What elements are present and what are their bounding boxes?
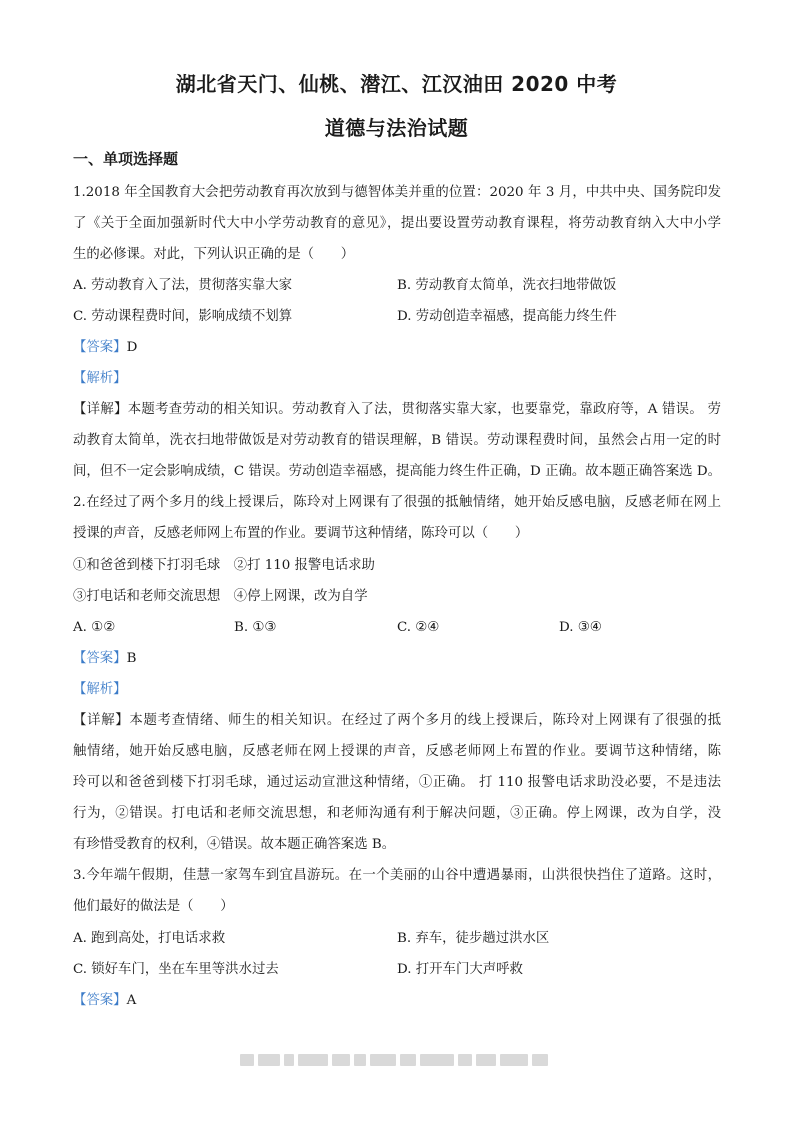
q2-answer bbox=[73, 649, 136, 669]
q2-option-c: C. ②④ bbox=[397, 620, 440, 635]
q3-answer bbox=[73, 991, 136, 1011]
q3-option-a: A. 跑到高处，打电话求救 bbox=[73, 931, 226, 946]
q2-stem-line: 授课的声音，反感老师网上布置的作业。要调节这种情绪，陈玲可以（ ） bbox=[73, 526, 529, 541]
q3-option-c: C. 锁好车门，坐在车里等洪水过去 bbox=[73, 962, 279, 977]
blurred-footer-watermark bbox=[240, 1052, 552, 1068]
answer-label: 【答案】 bbox=[73, 651, 127, 666]
q2-detail-line: 触情绪，她开始反感电脑，反感老师在网上授课的声音，反感老师网上布置的作业。要调节这种情绪，陈 bbox=[73, 744, 721, 759]
q1-answer bbox=[73, 338, 137, 358]
document-subtitle: 道德与法治试题 bbox=[324, 116, 469, 140]
q1-analysis-label: 【解析】 bbox=[73, 371, 127, 386]
q1-option-c: C. 劳动课程费时间，影响成绩不划算 bbox=[73, 309, 293, 324]
q2-stem-line: 2.在经过了两个多月的线上授课后，陈玲对上网课有了很强的抵触情绪，她开始反感电脑，反感老师在网上 bbox=[73, 495, 721, 510]
answer-value: A bbox=[126, 993, 137, 1008]
q2-detail-line: 行为，②错误。打电话和老师交流思想，和老师沟通有利于解决问题，③正确。停上网课，改为自学，没 bbox=[73, 806, 721, 821]
section-heading: 一、单项选择题 bbox=[73, 150, 179, 168]
answer-label: 【答案】 bbox=[73, 340, 127, 355]
q2-item-line: ①和爸爸到楼下打羽毛球 ②打 110 报警电话求助 bbox=[73, 558, 375, 573]
q2-detail-line: 【详解】本题考查情绪、师生的相关知识。在经过了两个多月的线上授课后，陈玲对上网课有了很强的抵 bbox=[73, 713, 721, 728]
q1-option-d: D. 劳动创造幸福感，提高能力终生件 bbox=[397, 309, 617, 324]
answer-value: D bbox=[126, 340, 138, 355]
q3-stem-line: 他们最好的做法是（ ） bbox=[73, 899, 234, 914]
q2-option-d: D. ③④ bbox=[559, 620, 602, 635]
q2-detail-line: 有珍惜受教育的权利，④错误。故本题正确答案选 B。 bbox=[73, 837, 396, 852]
q3-option-d: D. 打开车门大声呼救 bbox=[397, 962, 523, 977]
q2-option-b: B. ①③ bbox=[234, 620, 277, 635]
q3-stem-line: 3.今年端午假期，佳慧一家驾车到宜昌游玩。在一个美丽的山谷中遭遇暴雨，山洪很快挡住了道路。这时， bbox=[73, 868, 721, 883]
q1-stem-line: 1.2018 年全国教育大会把劳动教育再次放到与德智体美并重的位置：2020 年 3 月，中共中央、国务院印发 bbox=[73, 185, 721, 200]
q1-detail-line: 间，但不一定会影响成绩，C 错误。劳动创造幸福感，提高能力终生件正确，D 正确。故本题正确答案选 D。 bbox=[73, 464, 721, 479]
q3-option-b: B. 弃车，徒步趟过洪水区 bbox=[397, 931, 550, 946]
q1-detail-line: 动教育太简单，洗衣扫地带做饭是对劳动教育的错误理解，B 错误。劳动课程费时间，虽然会占用一定的时 bbox=[73, 433, 721, 448]
q2-detail-line: 玲可以和爸爸到楼下打羽毛球，通过运动宣泄这种情绪，①正确。 打 110 报警电话求助没必要，不是违法 bbox=[73, 775, 721, 790]
q1-stem-line: 生的必修课。对此，下列认识正确的是（ ） bbox=[73, 247, 355, 262]
q1-stem-line: 了《关于全面加强新时代大中小学劳动教育的意见》，提出要设置劳动教育课程，将劳动教育纳入大中小学 bbox=[73, 216, 721, 231]
q1-option-b: B. 劳动教育太简单，洗衣扫地带做饭 bbox=[397, 278, 617, 293]
q2-item-line: ③打电话和老师交流思想 ④停上网课，改为自学 bbox=[73, 589, 368, 604]
q1-detail-line: 【详解】本题考查劳动的相关知识。劳动教育入了法，贯彻落实靠大家，也要靠党，靠政府等，A 错误。 劳 bbox=[73, 402, 721, 417]
document-title: 湖北省天门、仙桃、潜江、江汉油田 2020 中考 bbox=[175, 72, 618, 96]
q2-option-a: A. ①② bbox=[73, 620, 116, 635]
q2-analysis-label: 【解析】 bbox=[73, 682, 127, 697]
answer-label: 【答案】 bbox=[73, 993, 127, 1008]
q1-option-a: A. 劳动教育入了法，贯彻落实靠大家 bbox=[73, 278, 293, 293]
answer-value: B bbox=[126, 651, 137, 666]
